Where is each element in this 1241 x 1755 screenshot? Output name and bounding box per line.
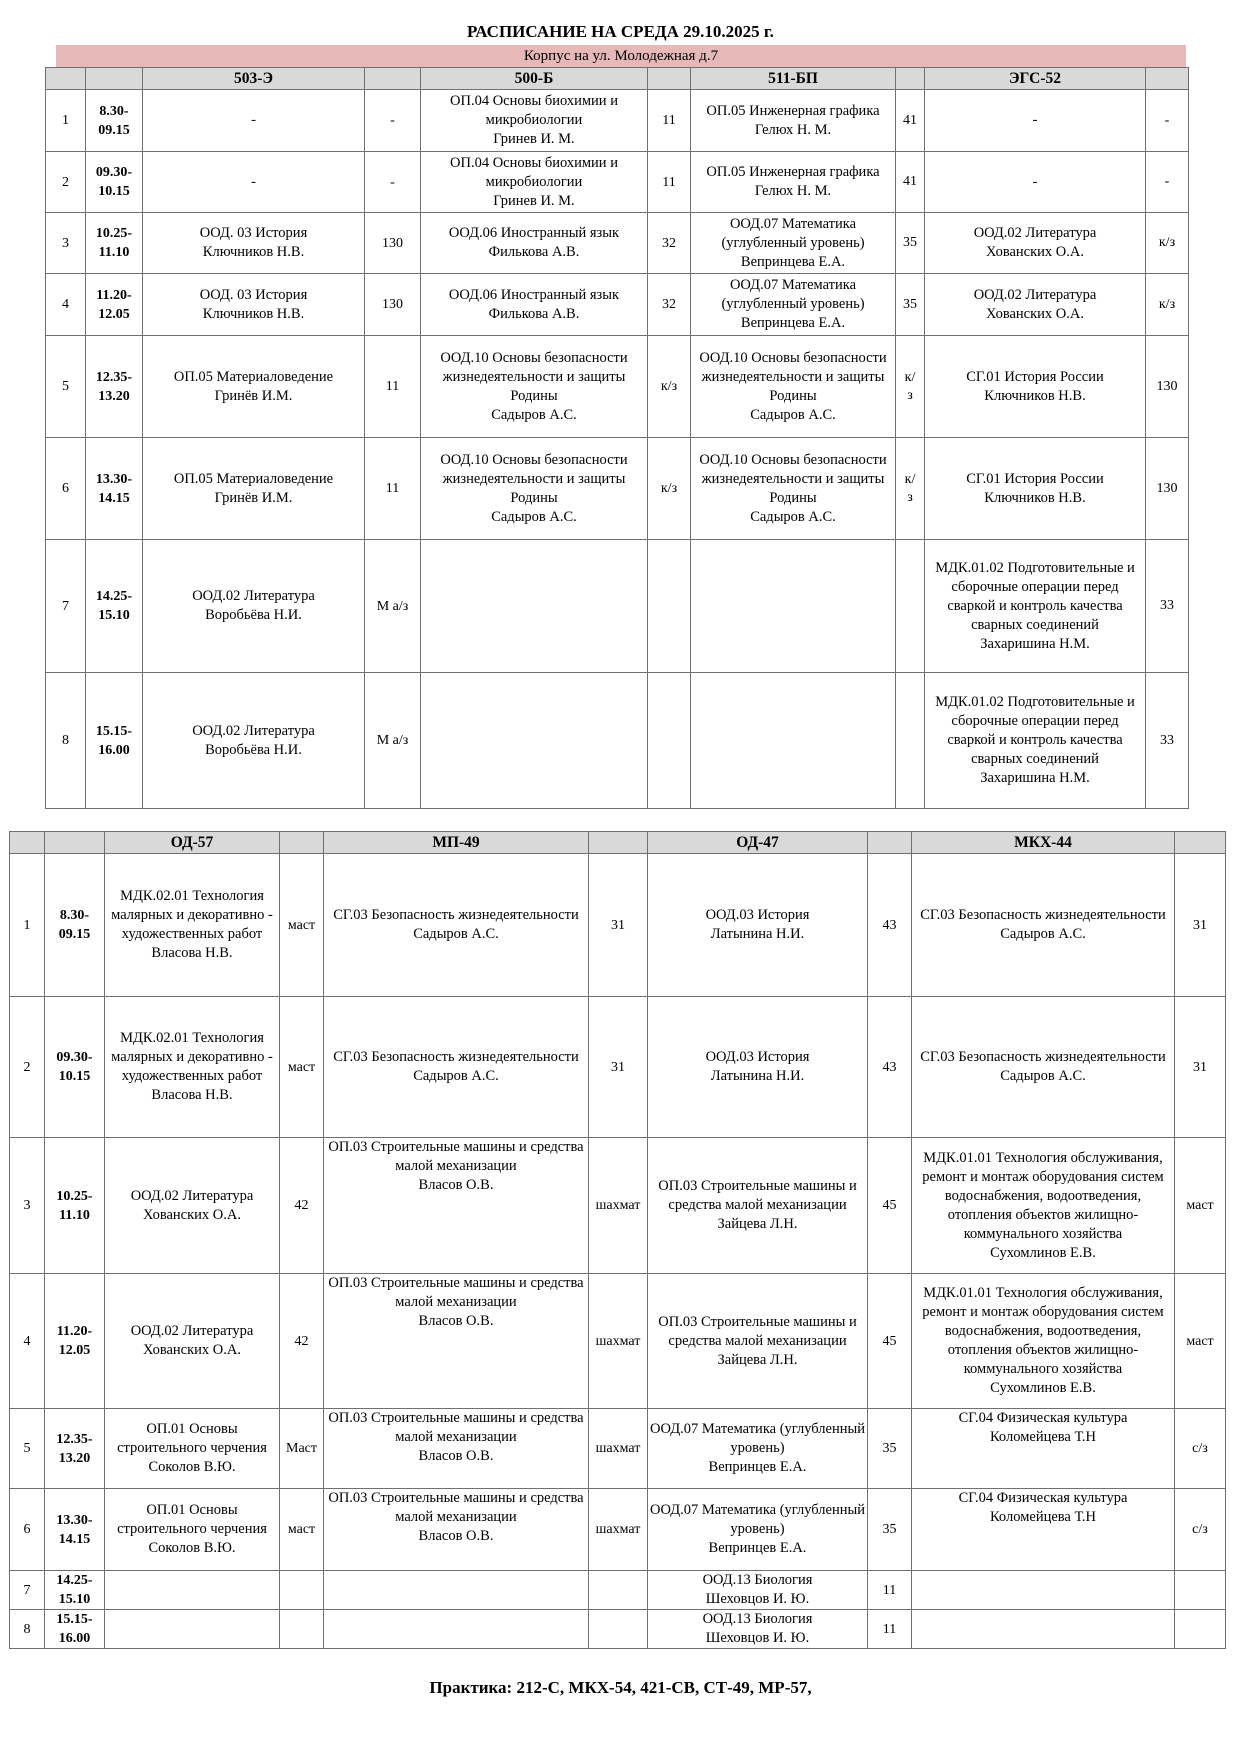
group-header: 500-Б [421, 68, 648, 90]
lesson-cell: ОП.04 Основы биохимии и микробиологии Гринев И. М. [421, 152, 648, 213]
lesson-cell: ООД.10 Основы безопасности жизнедеятельности и защиты Родины Садыров А.С. [421, 438, 648, 540]
lesson-number: 7 [10, 1571, 45, 1610]
header-blank-cell [46, 68, 86, 90]
lesson-cell: ООД.06 Иностранный язык Филькова А.В. [421, 274, 648, 336]
lesson-cell: ООД.02 Литература Хованских О.А. [105, 1274, 280, 1409]
group-header: 511-БП [691, 68, 896, 90]
room-cell: - [365, 152, 421, 213]
room-cell: 35 [896, 274, 925, 336]
room-cell: маст [280, 1489, 324, 1571]
lesson-cell: СГ.03 Безопасность жизнедеятельности Садыров А.С. [324, 997, 589, 1138]
group-header: ОД-47 [648, 832, 868, 854]
lesson-cell: - [925, 90, 1146, 152]
lesson-cell: ООД.03 История Латынина Н.И. [648, 997, 868, 1138]
lesson-cell: ООД. 03 История Ключников Н.В. [143, 213, 365, 274]
lesson-time: 15.15- 16.00 [86, 673, 143, 809]
group-header: 503-Э [143, 68, 365, 90]
lesson-number: 8 [46, 673, 86, 809]
lesson-cell [691, 540, 896, 673]
lesson-row [46, 152, 1189, 213]
lesson-cell: ОП.03 Строительные машины и средства малой механизации Власов О.В. [324, 1274, 589, 1409]
lesson-time: 12.35- 13.20 [45, 1409, 105, 1489]
lesson-row [46, 540, 1189, 673]
lesson-time: 14.25- 15.10 [86, 540, 143, 673]
schedule-table-2 [9, 831, 1226, 1649]
room-cell: 11 [868, 1571, 912, 1610]
room-cell [280, 1571, 324, 1610]
room-cell: с/з [1175, 1409, 1226, 1489]
room-cell [280, 1610, 324, 1649]
header-blank-cell [86, 68, 143, 90]
lesson-number: 3 [10, 1138, 45, 1274]
lesson-row [46, 274, 1189, 336]
lesson-cell: - [143, 152, 365, 213]
room-cell: к/з [648, 438, 691, 540]
header-blank-cell [589, 832, 648, 854]
lesson-cell: СГ.03 Безопасность жизнедеятельности Садыров А.С. [324, 854, 589, 997]
lesson-cell: ООД.07 Математика (углубленный уровень) Вепринцев Е.А. [648, 1409, 868, 1489]
room-cell: - [1146, 90, 1189, 152]
lesson-cell: ОП.05 Инженерная графика Гелюх Н. М. [691, 90, 896, 152]
room-cell [1175, 1610, 1226, 1649]
schedule-table-1 [45, 67, 1189, 809]
room-cell: 31 [589, 997, 648, 1138]
room-cell: 42 [280, 1138, 324, 1274]
room-cell: маст [280, 997, 324, 1138]
room-cell: М а/з [365, 540, 421, 673]
room-cell: 45 [868, 1274, 912, 1409]
lesson-time: 13.30- 14.15 [86, 438, 143, 540]
header-blank-cell [10, 832, 45, 854]
lesson-cell: МДК.01.02 Подготовительные и сборочные операции перед сваркой и контроль качества сварных соединений Захаришина Н.М. [925, 540, 1146, 673]
room-cell: 32 [648, 213, 691, 274]
lesson-cell: СГ.04 Физическая культура Коломейцева Т.Н [912, 1489, 1175, 1571]
room-cell: маст [1175, 1138, 1226, 1274]
room-cell: М а/з [365, 673, 421, 809]
lesson-row [10, 1489, 1226, 1571]
lesson-cell: МДК.01.02 Подготовительные и сборочные операции перед сваркой и контроль качества сварных соединений Захаришина Н.М. [925, 673, 1146, 809]
lesson-number: 1 [10, 854, 45, 997]
lesson-row [46, 438, 1189, 540]
room-cell [589, 1610, 648, 1649]
room-cell: 31 [1175, 854, 1226, 997]
header-blank-cell [868, 832, 912, 854]
group-header: ЭГС-52 [925, 68, 1146, 90]
lesson-number: 4 [46, 274, 86, 336]
lesson-cell: ОП.03 Строительные машины и средства малой механизации Власов О.В. [324, 1138, 589, 1274]
lesson-row [10, 1571, 1226, 1610]
room-cell: 11 [365, 438, 421, 540]
lesson-time: 8.30- 09.15 [45, 854, 105, 997]
room-cell: маст [1175, 1274, 1226, 1409]
lesson-cell: МДК.01.01 Технология обслуживания, ремонт и монтаж оборудования систем водоснабжения, водоотведения, отопления объектов жилищно-коммунального хозяйства Сухомлинов Е.В. [912, 1274, 1175, 1409]
room-cell: 42 [280, 1274, 324, 1409]
lesson-time: 13.30- 14.15 [45, 1489, 105, 1571]
room-cell: 130 [1146, 438, 1189, 540]
lesson-cell: ОП.03 Строительные машины и средства малой механизации Власов О.В. [324, 1489, 589, 1571]
header-blank-cell [365, 68, 421, 90]
lesson-cell: ООД.02 Литература Хованских О.А. [925, 274, 1146, 336]
room-cell [896, 673, 925, 809]
lesson-cell: ООД.03 История Латынина Н.И. [648, 854, 868, 997]
lesson-cell: ООД.02 Литература Хованских О.А. [105, 1138, 280, 1274]
room-cell: шахмат [589, 1138, 648, 1274]
lesson-cell: ОП.03 Строительные машины и средства малой механизации Власов О.В. [324, 1409, 589, 1489]
room-cell [896, 540, 925, 673]
header-blank-cell [896, 68, 925, 90]
room-cell: 130 [365, 274, 421, 336]
lesson-cell: ООД.02 Литература Воробьёва Н.И. [143, 540, 365, 673]
group-header: МП-49 [324, 832, 589, 854]
room-cell: 11 [648, 90, 691, 152]
lesson-number: 1 [46, 90, 86, 152]
lesson-cell: ООД.06 Иностранный язык Филькова А.В. [421, 213, 648, 274]
group-header: МКХ-44 [912, 832, 1175, 854]
lesson-cell: СГ.03 Безопасность жизнедеятельности Садыров А.С. [912, 997, 1175, 1138]
lesson-cell: ООД. 03 История Ключников Н.В. [143, 274, 365, 336]
room-cell [648, 673, 691, 809]
lesson-cell [324, 1571, 589, 1610]
lesson-cell [421, 540, 648, 673]
room-cell: маст [280, 854, 324, 997]
lesson-time: 14.25- 15.10 [45, 1571, 105, 1610]
room-cell: 11 [648, 152, 691, 213]
lesson-row [10, 1610, 1226, 1649]
room-cell: к/з [896, 438, 925, 540]
lesson-cell [912, 1571, 1175, 1610]
room-cell: - [1146, 152, 1189, 213]
lesson-row [46, 673, 1189, 809]
lesson-cell: ОП.05 Материаловедение Гринёв И.М. [143, 336, 365, 438]
lesson-cell: МДК.02.01 Технология малярных и декоративно - художественных работ Власова Н.В. [105, 854, 280, 997]
room-cell [648, 540, 691, 673]
header-blank-cell [280, 832, 324, 854]
header-blank-cell [648, 68, 691, 90]
lesson-cell: ООД.02 Литература Воробьёва Н.И. [143, 673, 365, 809]
building-banner: Корпус на ул. Молодежная д.7 [56, 45, 1186, 67]
room-cell [589, 1571, 648, 1610]
room-cell: 41 [896, 90, 925, 152]
lesson-cell: ООД.10 Основы безопасности жизнедеятельности и защиты Родины Садыров А.С. [421, 336, 648, 438]
lesson-time: 09.30- 10.15 [86, 152, 143, 213]
lesson-cell: ОП.03 Строительные машины и средства малой механизации Зайцева Л.Н. [648, 1274, 868, 1409]
lesson-number: 2 [46, 152, 86, 213]
room-cell: 33 [1146, 673, 1189, 809]
lesson-number: 5 [10, 1409, 45, 1489]
lesson-row [46, 336, 1189, 438]
lesson-number: 3 [46, 213, 86, 274]
lesson-time: 12.35- 13.20 [86, 336, 143, 438]
room-cell: к/з [648, 336, 691, 438]
room-cell: к/з [1146, 213, 1189, 274]
room-cell: 11 [365, 336, 421, 438]
room-cell: 35 [868, 1489, 912, 1571]
room-cell: 45 [868, 1138, 912, 1274]
room-cell: 35 [868, 1409, 912, 1489]
lesson-cell: ОП.04 Основы биохимии и микробиологии Гринев И. М. [421, 90, 648, 152]
lesson-cell [105, 1571, 280, 1610]
page-title: РАСПИСАНИЕ НА СРЕДА 29.10.2025 г. [467, 22, 774, 41]
lesson-number: 5 [46, 336, 86, 438]
room-cell: 130 [365, 213, 421, 274]
lesson-row [10, 1274, 1226, 1409]
room-cell: 31 [589, 854, 648, 997]
lesson-cell: ОП.03 Строительные машины и средства малой механизации Зайцева Л.Н. [648, 1138, 868, 1274]
lesson-cell: ОП.01 Основы строительного черчения Соколов В.Ю. [105, 1489, 280, 1571]
room-cell: шахмат [589, 1409, 648, 1489]
lesson-number: 6 [10, 1489, 45, 1571]
lesson-time: 10.25- 11.10 [45, 1138, 105, 1274]
room-cell: 35 [896, 213, 925, 274]
room-cell: шахмат [589, 1489, 648, 1571]
lesson-cell: ОП.01 Основы строительного черчения Соколов В.Ю. [105, 1409, 280, 1489]
lesson-cell: МДК.01.01 Технология обслуживания, ремонт и монтаж оборудования систем водоснабжения, водоотведения, отопления объектов жилищно-коммунального хозяйства Сухомлинов Е.В. [912, 1138, 1175, 1274]
lesson-row [10, 1409, 1226, 1489]
lesson-cell [421, 673, 648, 809]
lesson-number: 2 [10, 997, 45, 1138]
lesson-cell: СГ.01 История России Ключников Н.В. [925, 438, 1146, 540]
room-cell: 31 [1175, 997, 1226, 1138]
lesson-cell: ОП.05 Материаловедение Гринёв И.М. [143, 438, 365, 540]
header-blank-cell [45, 832, 105, 854]
room-cell: с/з [1175, 1489, 1226, 1571]
lesson-cell: МДК.02.01 Технология малярных и декоративно - художественных работ Власова Н.В. [105, 997, 280, 1138]
lesson-row [46, 90, 1189, 152]
lesson-cell [691, 673, 896, 809]
lesson-cell: ООД.07 Математика (углубленный уровень) Вепринцева Е.А. [691, 213, 896, 274]
lesson-time: 11.20- 12.05 [86, 274, 143, 336]
lesson-cell: ОП.05 Инженерная графика Гелюх Н. М. [691, 152, 896, 213]
lesson-time: 15.15- 16.00 [45, 1610, 105, 1649]
lesson-cell [912, 1610, 1175, 1649]
room-cell: Маст [280, 1409, 324, 1489]
lesson-number: 8 [10, 1610, 45, 1649]
lesson-number: 4 [10, 1274, 45, 1409]
lesson-cell: ООД.02 Литература Хованских О.А. [925, 213, 1146, 274]
lesson-number: 6 [46, 438, 86, 540]
lesson-cell: - [143, 90, 365, 152]
room-cell: - [365, 90, 421, 152]
room-cell: 32 [648, 274, 691, 336]
lesson-number: 7 [46, 540, 86, 673]
room-cell: 41 [896, 152, 925, 213]
room-cell: к/з [896, 336, 925, 438]
lesson-time: 8.30- 09.15 [86, 90, 143, 152]
lesson-time: 11.20- 12.05 [45, 1274, 105, 1409]
lesson-cell: ООД.10 Основы безопасности жизнедеятельности и защиты Родины Садыров А.С. [691, 336, 896, 438]
lesson-cell: - [925, 152, 1146, 213]
group-header: ОД-57 [105, 832, 280, 854]
lesson-cell: ООД.07 Математика (углубленный уровень) Вепринцева Е.А. [691, 274, 896, 336]
lesson-cell: СГ.01 История России Ключников Н.В. [925, 336, 1146, 438]
header-row [46, 68, 1189, 90]
header-blank-cell [1175, 832, 1226, 854]
room-cell [1175, 1571, 1226, 1610]
room-cell: 11 [868, 1610, 912, 1649]
lesson-row [10, 1138, 1226, 1274]
lesson-cell: СГ.03 Безопасность жизнедеятельности Садыров А.С. [912, 854, 1175, 997]
practice-note: Практика: 212-С, МКХ-54, 421-СВ, СТ-49, МР-57, [429, 1678, 812, 1697]
room-cell: шахмат [589, 1274, 648, 1409]
lesson-cell: ООД.10 Основы безопасности жизнедеятельности и защиты Родины Садыров А.С. [691, 438, 896, 540]
lesson-cell [324, 1610, 589, 1649]
lesson-row [46, 213, 1189, 274]
lesson-row [10, 854, 1226, 997]
lesson-cell: СГ.04 Физическая культура Коломейцева Т.Н [912, 1409, 1175, 1489]
header-blank-cell [1146, 68, 1189, 90]
lesson-cell: ООД.07 Математика (углубленный уровень) Вепринцев Е.А. [648, 1489, 868, 1571]
header-row [10, 832, 1226, 854]
lesson-cell: ООД.13 Биология Шеховцов И. Ю. [648, 1571, 868, 1610]
lesson-row [10, 997, 1226, 1138]
lesson-time: 09.30- 10.15 [45, 997, 105, 1138]
room-cell: к/з [1146, 274, 1189, 336]
room-cell: 43 [868, 997, 912, 1138]
room-cell: 130 [1146, 336, 1189, 438]
room-cell: 33 [1146, 540, 1189, 673]
lesson-cell: ООД.13 Биология Шеховцов И. Ю. [648, 1610, 868, 1649]
lesson-time: 10.25- 11.10 [86, 213, 143, 274]
room-cell: 43 [868, 854, 912, 997]
lesson-cell [105, 1610, 280, 1649]
